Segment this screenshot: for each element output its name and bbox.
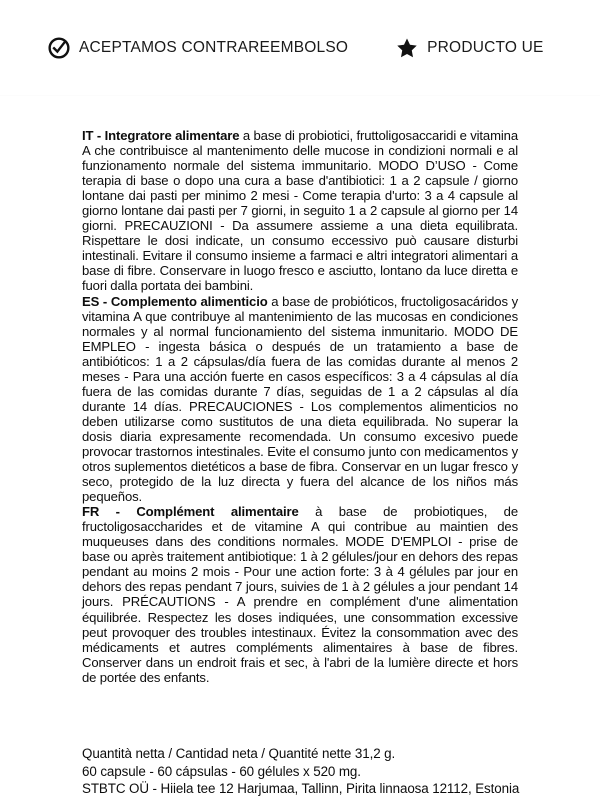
label-lead-french: FR - Complément alimentaire bbox=[82, 504, 299, 520]
label-text-italian: a base di probiotici, fruttoligosaccaridi e vitamina A che contribuisce al mantenimento delle mucose in condizioni normali e al funzionamento normale del sistema immunitario. MODO D’USO - Come terapia di base o dopo una cura a base d'antibiotici: 1 a 2 capsule / giorno lontane dai pasti per minimo 2 mesi - Come terapia d'urto: 3 a 4 capsule al giorno lontane dai pasti per 7 giorni, in seguito 1 a 2 capsule al giorno per 14 giorni. PRECAUZIONI - Da assumere assieme a una dieta equilibrata. Rispettare le dosi indicate, un consumo eccessivo può causare disturbi intestinali. Evitare il consumo insieme a farmaci e altri integratori alimentari a base di fibre. Conservare in luogo fresco e asciutto, lontano da luce diretta e fuori dalla portata dei bambini. bbox=[82, 128, 518, 294]
product-label-text bbox=[82, 128, 518, 685]
star-icon bbox=[396, 37, 418, 59]
label-paragraph-french bbox=[82, 504, 518, 685]
capsule-count-line: 60 capsule - 60 cápsulas - 60 gélules x 520 mg. bbox=[82, 763, 361, 779]
badge-eu-product bbox=[396, 37, 543, 59]
label-text-spanish: a base de probióticos, fructoligosacáridos y vitamina A que contribuye al mantenimiento de las mucosas en condiciones normales y al normal funcionamiento del sistema inmunitario. MODO DE EMPLEO - ingesta básica o después de un tratamiento a base de antibióticos: 1 a 2 cápsulas/día fuera de las comidas durante al menos 2 meses - Para una acción fuerte en casos específicos: 3 a 4 cápsulas al día fuera de las comidas durante 7 días, seguidas de 1 a 2 cápsulas al día durante 14 días. PRECAUCIONES - Los complementos alimenticios no deben utilizarse como sustitutos de una dieta equilibrada. No superar la dosis diaria expresamente recomendada. Un consumo excesivo puede provocar trastornos intestinales. Evite el consumo junto con medicamentos y otros suplementos dietéticos a base de fibra. Conservar en un lugar fresco y seco, protegido de la luz directa y fuera del alcance de los niños más pequeños. bbox=[82, 293, 518, 505]
label-paragraph-italian bbox=[82, 128, 518, 294]
label-text-french: à base de probiotiques, de fructoligosaccharides et de vitamine A qui contribue au maintien des muqueuses dans des conditions normales. MODE D'EMPLOI - prise de base ou après traitement antibiotique: 1 à 2 gélules/jour en dehors des repas pendant au moins 2 mois - Pour une action forte: 3 à 4 gélules par jour en dehors des repas pendant 7 jours, suivies de 1 à 2 gélules a jour pendant 14 jours. PRÉCAUTIONS - A prendre en complément d'une alimentation équilibrée. Respectez les doses indiquées, une consommation excessive peut provoquer des troubles intestinaux. Évitez la consommation avec des médicaments et autres compléments alimentaires à base de fibres. Conserver dans un endroit frais et sec, à l'abri de la lumière directe et hors de portée des enfants. bbox=[82, 504, 519, 685]
label-paragraph-spanish bbox=[82, 294, 518, 505]
header-badge-strip bbox=[0, 0, 600, 95]
badge-eu-product-label: PRODUCTO UE bbox=[427, 38, 544, 56]
manufacturer-address-line: STBTC OÜ - Hiiela tee 12 Harjumaa, Tallinn, Pirita linnaosa 12112, Estonia bbox=[82, 781, 520, 797]
net-quantity-line: Quantità netta / Cantidad neta / Quantité nette 31,2 g. bbox=[82, 746, 396, 761]
badge-cash-on-delivery-label: ACEPTAMOS CONTRAREEMBOLSO bbox=[79, 38, 349, 56]
label-lead-spanish: ES - Complemento alimenticio bbox=[82, 293, 268, 309]
check-circle-icon bbox=[48, 37, 70, 59]
product-footer-details bbox=[82, 745, 518, 798]
badge-cash-on-delivery bbox=[48, 37, 348, 59]
label-lead-italian: IT - Integratore alimentare bbox=[82, 128, 240, 143]
header-divider bbox=[0, 95, 600, 96]
